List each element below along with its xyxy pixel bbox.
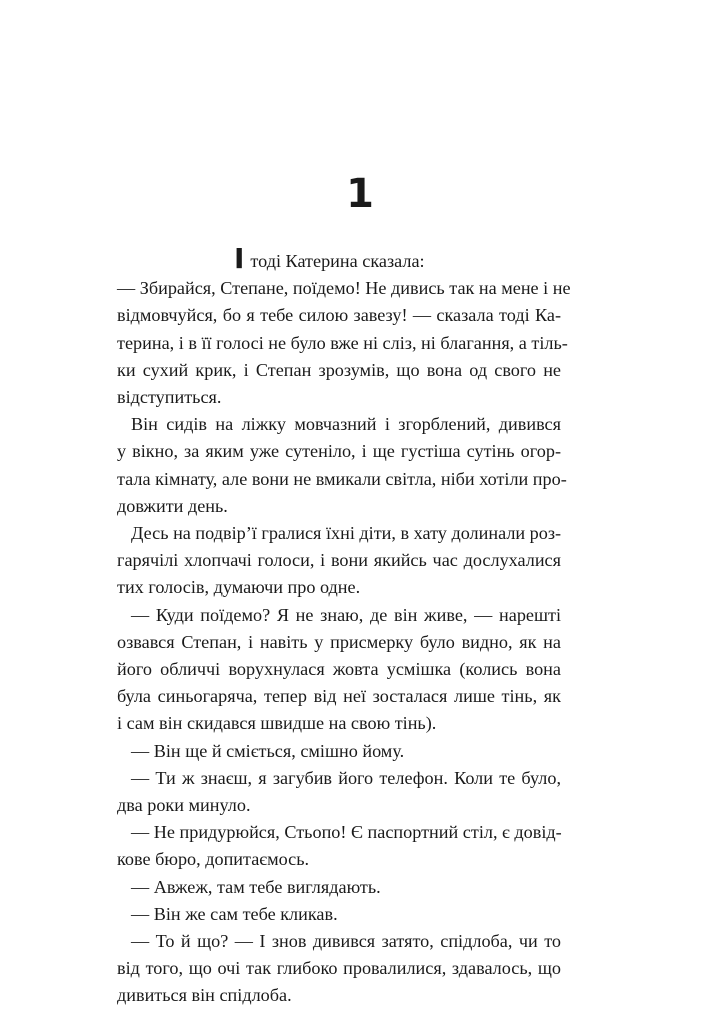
text-line: гарячілі хлопчачі голоси, і вони якийсь час дослухалися xyxy=(117,550,561,571)
text-line: Десь на подвір’ї гралися їхні діти, в хату долинали роз- xyxy=(131,523,562,544)
text-line: озвався Степан, і навіть у присмерку було видно, як на xyxy=(117,631,561,652)
text-line: відступиться. xyxy=(117,387,222,408)
text-line: його обличчі ворухнулася жовта усмішка (колись вона xyxy=(117,659,561,680)
text-line: дивиться він спідлоба. xyxy=(117,985,292,1006)
text-line: — Збирайся, Степане, поїдемо! Не дивись так на мене і не xyxy=(117,278,571,299)
text-line: два роки минуло. xyxy=(117,795,251,816)
text-line: від того, що очі так глибоко провалилися, здавалось, що xyxy=(117,958,561,979)
text-line: була синьогаряча, тепер від неї зосталася лише тінь, як xyxy=(117,686,561,707)
text-line: — Не придурюйся, Стьопо! Є паспортний стіл, є довід- xyxy=(131,822,562,843)
text-line: — Ти ж знаєш, я загубив його телефон. Коли те було, xyxy=(131,767,561,788)
text-line: — То й що? — І знов дивився затято, спідлоба, чи то xyxy=(131,931,561,952)
text-lines xyxy=(117,275,571,1009)
text-line: відмовчуйся, бо я тебе силою завезу! — сказала тоді Ка- xyxy=(117,305,561,326)
text-line: — Він же сам тебе кликав. xyxy=(131,903,338,924)
text-line: ки сухий крик, і Степан зрозумів, що вона од свого не xyxy=(117,359,561,380)
text-line: довжити день. xyxy=(117,495,228,516)
opening-text: тоді Катерина сказала: xyxy=(250,251,425,271)
text-line: тала кімнату, але вони не вмикали світла, ніби хотіли про- xyxy=(117,468,567,489)
text-line: — Авжеж, там тебе виглядають. xyxy=(131,876,381,897)
dropcap-letter: І xyxy=(234,242,245,275)
text-line: тих голосів, думаючи про одне. xyxy=(117,577,361,598)
text-line: терина, і в її голосі не було вже ні сліз, ні благання, а тіль- xyxy=(117,332,568,353)
text-line: — Куди поїдемо? Я не знаю, де він живе, — нарешті xyxy=(131,604,561,625)
chapter-number xyxy=(120,170,600,218)
text-line: — Він ще й сміється, смішно йому. xyxy=(131,740,405,761)
text-line: у вікно, за яким уже сутеніло, і ще густіша сутінь огор- xyxy=(117,441,561,462)
body-text xyxy=(117,242,571,1010)
opening-line xyxy=(117,242,561,275)
chapter-number-text: 1 xyxy=(346,171,374,217)
text-line: кове бюро, допитаємось. xyxy=(117,849,310,870)
text-line: і сам він скидався швидше на свою тінь). xyxy=(117,713,437,734)
text-line: Він сидів на ліжку мовчазний і згорблений, дивився xyxy=(131,414,561,435)
